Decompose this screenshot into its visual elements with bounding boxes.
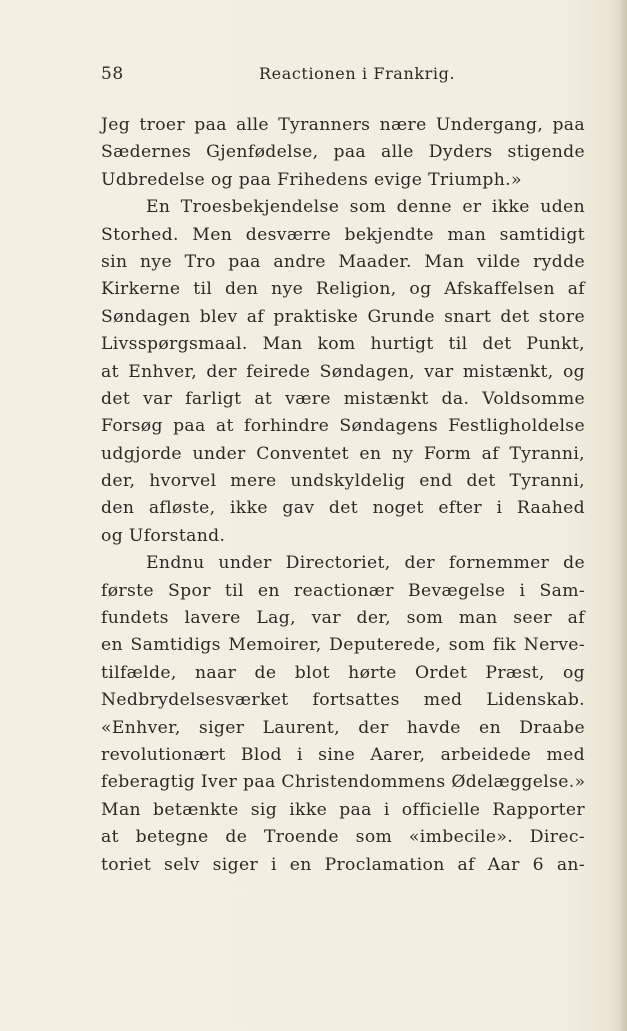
text-line: «Enhver, siger Laurent, der havde en Draabe	[101, 717, 585, 738]
text-line: Endnu under Directoriet, der fornemmer de	[146, 553, 585, 574]
text-line: Nedbrydelsesværket fortsattes med Lidenskab.	[101, 690, 585, 711]
running-head: Reactionen i Frankrig.	[259, 64, 456, 83]
text-line: der, hvorvel mere undskyldelig end det Tyranni,	[101, 471, 585, 492]
text-line: at Enhver, der feirede Søndagen, var mistænkt, og	[101, 361, 585, 382]
page-header	[101, 64, 585, 88]
text-line: og Uforstand.	[101, 525, 226, 546]
text-line: Søndagen blev af praktiske Grunde snart det store	[101, 306, 585, 327]
text-line: Livsspørgsmaal. Man kom hurtigt til det Punkt,	[101, 334, 585, 355]
text-line: Udbredelse og paa Frihedens evige Triumph.»	[101, 169, 522, 190]
text-line: Jeg troer paa alle Tyranners nære Undergang, paa	[101, 115, 585, 135]
text-line: tilfælde, naar de blot hørte Ordet Præst, og	[101, 662, 585, 683]
text-line: første Spor til en reactionær Bevægelse i Sam-	[101, 580, 585, 601]
text-line: Storhed. Men desværre bekjendte man samtidigt	[101, 224, 585, 245]
page-edge	[621, 0, 627, 1031]
text-line: fundets lavere Lag, var der, som man seer af	[101, 608, 585, 629]
text-line: udgjorde under Conventet en ny Form af Tyranni,	[101, 443, 585, 464]
text-line: en Samtidigs Memoirer, Deputerede, som fik Nerve-	[101, 635, 585, 656]
text-line: feberagtig Iver paa Christendommens Ødelæggelse.»	[101, 772, 586, 793]
text-line: Forsøg paa at forhindre Søndagens Festligholdelse	[101, 416, 585, 437]
text-line: Sædernes Gjenfødelse, paa alle Dyders stigende	[101, 142, 585, 163]
text-line: revolutionært Blod i sine Aarer, arbeidede med	[101, 744, 585, 765]
page-number: 58	[101, 64, 124, 84]
text-line: det var farligt at være mistænkt da. Voldsomme	[101, 388, 585, 409]
text-line: toriet selv siger i en Proclamation af Aar 6 an-	[101, 854, 585, 875]
body-text	[101, 112, 585, 879]
text-line: Man betænkte sig ikke paa i officielle Rapporter	[101, 799, 585, 820]
text-line: En Troesbekjendelse som denne er ikke uden	[146, 197, 585, 218]
text-line: at betegne de Troende som «imbecile». Direc-	[101, 827, 585, 848]
text-line: sin nye Tro paa andre Maader. Man vilde rydde	[101, 251, 585, 272]
text-line: Kirkerne til den nye Religion, og Afskaffelsen af	[101, 279, 585, 300]
text-line: den afløste, ikke gav det noget efter i Raahed	[101, 498, 585, 519]
